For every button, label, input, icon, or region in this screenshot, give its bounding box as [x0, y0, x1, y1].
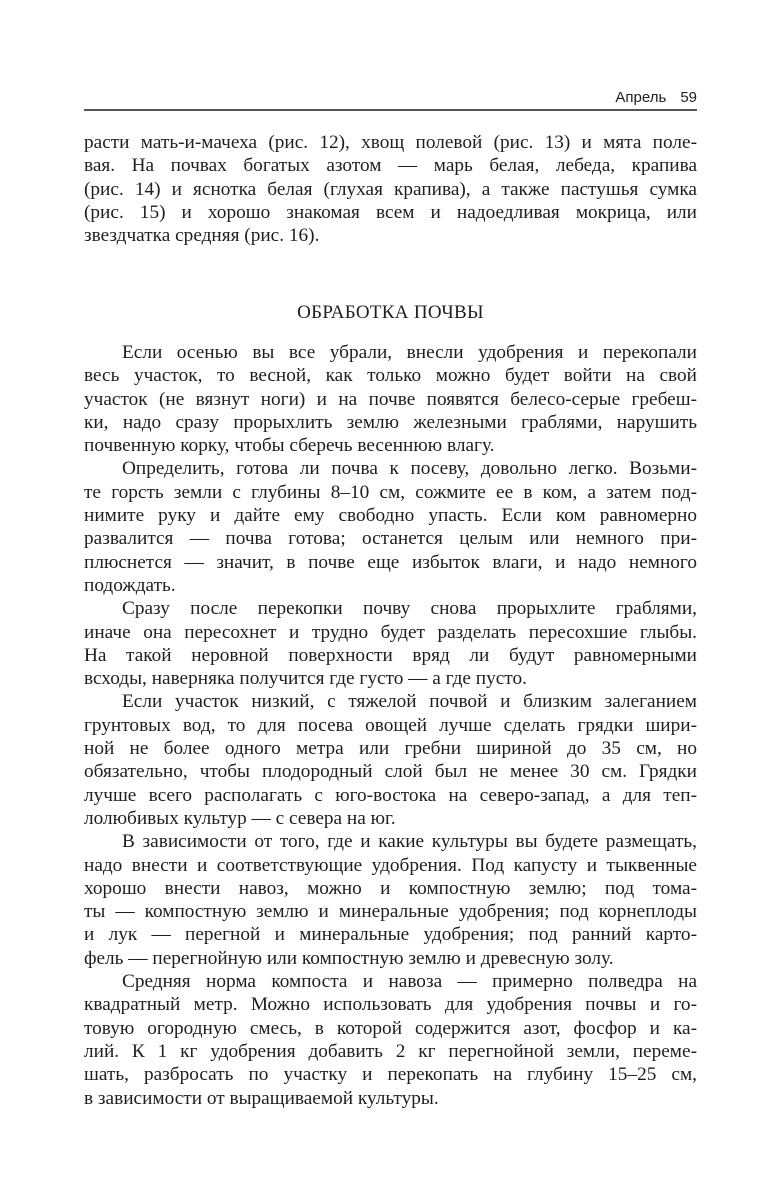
text-line: расти мать-и-мачеха (рис. 12), хвощ полевой (рис. 13) и мята поле- [84, 132, 697, 153]
text-line: Средняя норма компоста и навоза — примерно полведра на [122, 971, 697, 993]
text-line: ной не более одного метра или гребни шириной до 35 см, но [84, 738, 697, 760]
text-line: лучше всего располагать с юго-востока на северо-запад, а для теп- [84, 784, 697, 806]
paragraph [84, 457, 697, 597]
text-line: почвенную корку, чтобы сберечь весеннюю влагу. [84, 435, 495, 457]
text-line: лий. К 1 кг удобрения добавить 2 кг перегнойной земли, переме- [84, 1040, 697, 1062]
text-line: грунтовых вод, то для посева овощей лучше сделать грядки шири- [84, 714, 697, 736]
text-line: Если осенью вы все убрали, внесли удобрения и перекопали [122, 342, 697, 363]
text-line: (рис. 14) и яснотка белая (глухая крапива), а также пастушья сумка [84, 178, 697, 200]
text-line: На такой неровной поверхности вряд ли будут равномерными [84, 644, 697, 666]
text-line: лолюбивых культур — с севера на юг. [84, 807, 396, 829]
text-line: ты — компостную землю и минеральные удобрения; под корнеплоды [84, 901, 697, 923]
text-line: развалится — почва готова; останется целым или немного при- [84, 528, 697, 550]
page-number: 59 [680, 89, 697, 106]
text-line: шать, разбросать по участку и перекопать на глубину 15–25 см, [84, 1064, 697, 1086]
text-line: Сразу после перекопки почву снова прорыхлите граблями, [122, 598, 697, 620]
text-line: хорошо внести навоз, можно и компостную землю; под тома- [84, 877, 697, 899]
text-line: Если участок низкий, с тяжелой почвой и близким залеганием [122, 691, 697, 713]
text-line: Определить, готова ли почва к посеву, довольно легко. Возьми- [122, 458, 697, 480]
continuation-paragraph [84, 131, 697, 247]
text-line: надо внести и соответствующие удобрения. Под капусту и тыквенные [84, 854, 697, 876]
text-line: вая. На почвах богатых азотом — марь белая, лебеда, крапива [84, 155, 697, 177]
text-line: иначе она пересохнет и трудно будет разделать пересохшие глыбы. [84, 621, 697, 643]
text-line: те горсть земли с глубины 8–10 см, сожмите ее в ком, а затем под- [84, 481, 697, 503]
text-line: в зависимости от выращиваемой культуры. [84, 1087, 439, 1109]
running-header-section: Апрель [615, 89, 667, 106]
paragraph [84, 597, 697, 690]
text-line: участок (не вязнут ноги) и на почве появятся белесо-серые гребеш- [84, 388, 697, 410]
text-line: и лук — перегной и минеральные удобрения; под ранний карто- [84, 924, 697, 946]
text-line: звездчатка средняя (рис. 16). [84, 225, 320, 247]
text-line: плюснется — значит, в почве еще избыток влаги, и надо немного [84, 551, 697, 573]
paragraph [84, 341, 697, 457]
section-heading: ОБРАБОТКА ПОЧВЫ [297, 302, 484, 323]
header-rule [84, 109, 697, 111]
paragraph [84, 830, 697, 970]
paragraph [84, 690, 697, 830]
text-line: нимите руку и дайте ему свободно упасть. Если ком равномерно [84, 505, 697, 527]
section-body [84, 341, 697, 1110]
text-line: (рис. 15) и хорошо знакомая всем и надоедливая мокрица, или [84, 201, 697, 223]
text-line: подождать. [84, 574, 176, 596]
text-line: фель — перегнойную или компостную землю и древесную золу. [84, 947, 614, 969]
text-line: обязательно, чтобы плодородный слой был не менее 30 см. Грядки [84, 761, 697, 783]
text-line: товую огородную смесь, в которой содержится азот, фосфор и ка- [84, 1017, 697, 1039]
text-line: весь участок, то весной, как только можно будет войти на свой [84, 365, 697, 387]
text-line: всходы, наверняка получится где густо — а где пусто. [84, 668, 527, 690]
text-line: В зависимости от того, где и какие культуры вы будете размещать, [122, 831, 697, 853]
running-header [84, 89, 697, 106]
text-line: квадратный метр. Можно использовать для удобрения почвы и го- [84, 994, 697, 1016]
paragraph [84, 970, 697, 1110]
text-line: ки, надо сразу прорыхлить землю железными граблями, нарушить [84, 411, 697, 433]
